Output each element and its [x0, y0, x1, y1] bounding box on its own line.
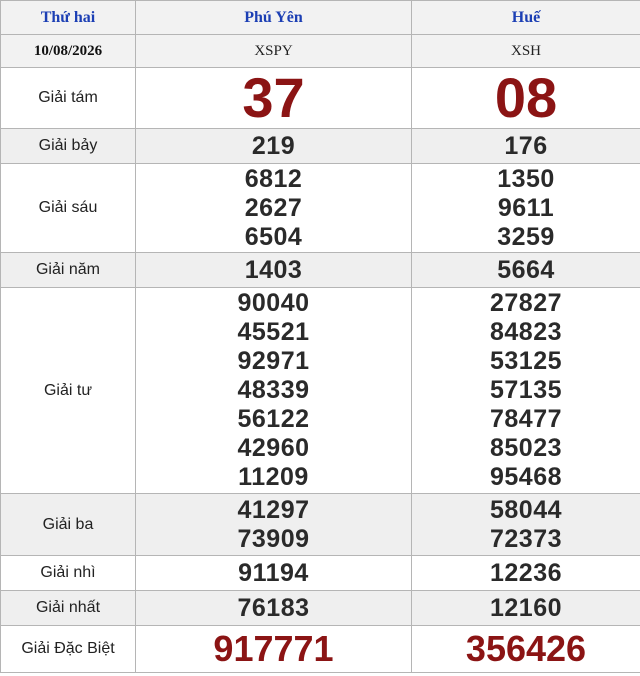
prize-number: 58044: [489, 495, 563, 524]
prize-number: 92971: [237, 347, 310, 375]
prize-number: 1350: [497, 164, 555, 193]
prize-g2-hue: [412, 556, 640, 591]
prize-number: 72373: [489, 524, 563, 553]
prize-g3-hue: [412, 494, 640, 556]
prize-g7-hue: [412, 129, 640, 164]
prize-row-special: [1, 626, 640, 673]
prize-row-g5: [1, 253, 640, 288]
special-prize-number: 917771: [213, 628, 334, 669]
header-row: [1, 1, 640, 35]
prize-label-g4: Giải tư: [1, 288, 136, 494]
prize-number: 73909: [237, 524, 310, 553]
prize-row-g4: [1, 288, 640, 494]
prize-number: 11209: [238, 463, 309, 491]
prize-g5-hue: [412, 253, 640, 288]
prize-number: 57135: [489, 376, 563, 404]
prize-number: 85023: [489, 434, 563, 462]
prize-label-g8: Giải tám: [1, 68, 136, 129]
day-of-week: Thứ hai: [1, 1, 136, 35]
prize-number: 3259: [497, 222, 555, 251]
prize-special-phu-yen: [136, 626, 412, 673]
prize-number: 12236: [489, 558, 563, 587]
province-phu-yen-header[interactable]: Phú Yên: [136, 1, 412, 35]
prize-number: 9611: [497, 193, 555, 222]
prize-row-g7: [1, 129, 640, 164]
prize-number: 56122: [237, 405, 310, 433]
prize-number: 53125: [489, 347, 563, 375]
prize-number: 76183: [237, 593, 310, 622]
prize-g4-phu-yen: [136, 288, 412, 494]
prize-special-hue: [412, 626, 640, 673]
special-prize-number: 356426: [465, 628, 587, 669]
prize-number: 90040: [237, 289, 310, 317]
prize-number: 5664: [497, 255, 555, 284]
prize-g6-phu-yen: [136, 164, 412, 253]
prize-number: 84823: [489, 318, 563, 346]
prize-g8-hue: [412, 68, 640, 129]
draw-date[interactable]: 10/08/2026: [1, 35, 136, 68]
prize-number: 45521: [237, 318, 310, 346]
prize-g7-phu-yen: [136, 129, 412, 164]
prize-g6-hue: [412, 164, 640, 253]
prize-number: 6504: [244, 222, 303, 251]
prize-number: 48339: [237, 376, 310, 404]
prize-number: 27827: [489, 289, 563, 317]
prize-number: 6812: [244, 164, 303, 193]
prize-number: 2627: [244, 193, 303, 222]
prize-number: 78477: [489, 405, 563, 433]
prize-row-g3: [1, 494, 640, 556]
code-phu-yen: XSPY: [136, 35, 412, 68]
prize-number: 41297: [237, 495, 310, 524]
prize-g3-phu-yen: [136, 494, 412, 556]
prize-row-g2: [1, 556, 640, 591]
prize-g2-phu-yen: [136, 556, 412, 591]
code-row: [1, 35, 640, 68]
prize-label-g5: Giải năm: [1, 253, 136, 288]
prize-label-special: Giải Đặc Biệt: [1, 626, 136, 673]
prize-number: 176: [504, 131, 548, 160]
prize-number: 95468: [489, 463, 563, 491]
prize-number: 219: [251, 131, 296, 160]
prize-g1-phu-yen: [136, 591, 412, 626]
prize-label-g7: Giải bảy: [1, 129, 136, 164]
prize-g5-phu-yen: [136, 253, 412, 288]
prize-number: 42960: [237, 434, 310, 462]
prize-number: 12160: [489, 593, 563, 622]
prize-label-g3: Giải ba: [1, 494, 136, 556]
prize-g4-hue: [412, 288, 640, 494]
prize-g8-phu-yen: [136, 68, 412, 129]
prize-label-g6: Giải sáu: [1, 164, 136, 253]
prize-label-g2: Giải nhì: [1, 556, 136, 591]
prize-number: 1403: [244, 255, 303, 284]
prize-row-g8: [1, 68, 640, 129]
prize-g1-hue: [412, 591, 640, 626]
prize-row-g1: [1, 591, 640, 626]
prize-number: 08: [494, 66, 558, 129]
prize-number: 37: [242, 66, 305, 129]
province-hue-header[interactable]: Huế: [412, 1, 640, 35]
prize-number: 91194: [238, 558, 309, 587]
prize-row-g6: [1, 164, 640, 253]
prize-label-g1: Giải nhất: [1, 591, 136, 626]
code-hue: XSH: [412, 35, 640, 68]
